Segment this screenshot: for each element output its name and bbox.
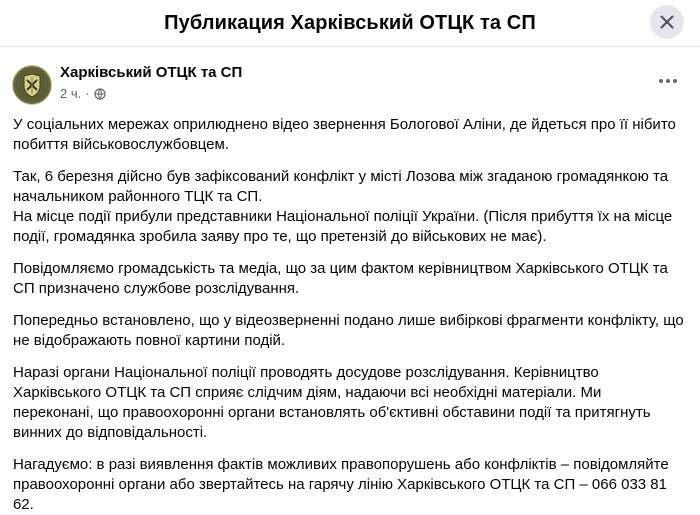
dialog-header	[0, 0, 700, 47]
post-paragraph: Так, 6 березня дійсно був зафіксований конфлікт у місті Лозова між згаданою громадянкою та начальником районного ТЦК та СП. На місце події прибули представники Національної поліції України. (Після прибуття їх на місце події, громадянка зробила заяву про те, що претензій до військових не має).	[13, 168, 673, 245]
post-time[interactable]: 2 ч.	[60, 86, 82, 101]
close-button[interactable]	[650, 5, 684, 39]
post-header	[0, 65, 700, 109]
post-meta	[60, 85, 242, 103]
post-paragraph: Попередньо встановлено, що у відеозверненні подано лише вибіркові фрагменти конфлікту, що не відображають повної картини подій.	[13, 312, 684, 349]
post-text	[0, 115, 700, 515]
close-icon	[660, 15, 674, 29]
meta-separator: ·	[85, 86, 90, 101]
more-options-button[interactable]	[654, 71, 682, 91]
globe-icon[interactable]	[94, 88, 106, 100]
author-name[interactable]: Харківський ОТЦК та СП	[60, 64, 243, 81]
post-paragraph: У соціальних мережах оприлюднено відео звернення Бологової Аліни, де йдеться про її нібито побиття військовослужбовцем.	[13, 116, 676, 153]
post-paragraph: Повідомляємо громадськість та медіа, що за цим фактом керівництвом Харківського ОТЦК та СП призначено службове розслідування.	[13, 260, 668, 297]
avatar[interactable]	[12, 65, 52, 105]
emblem-icon	[13, 66, 51, 104]
author-block	[60, 63, 242, 103]
post-paragraph: Нагадуємо: в разі виявлення фактів можливих правопорушень або конфліктів – повідомляйте правоохоронні органи або звертайтесь на гарячу лінію Харківського ОТЦК та СП – 066 033 81 62.	[13, 456, 669, 513]
dialog-title: Публикация Харківський ОТЦК та СП	[164, 11, 536, 34]
post-paragraph: Наразі органи Національної поліції проводять досудове розслідування. Керівництво Харківського ОТЦК та СП сприяє слідчим діям, надаючи всі необхідні матеріали. Ми переконані, що правоохоронні органи встановлять об'єктивні обставини події та притягнуть винних до відповідальності.	[13, 364, 651, 441]
more-horizontal-icon	[659, 79, 663, 83]
